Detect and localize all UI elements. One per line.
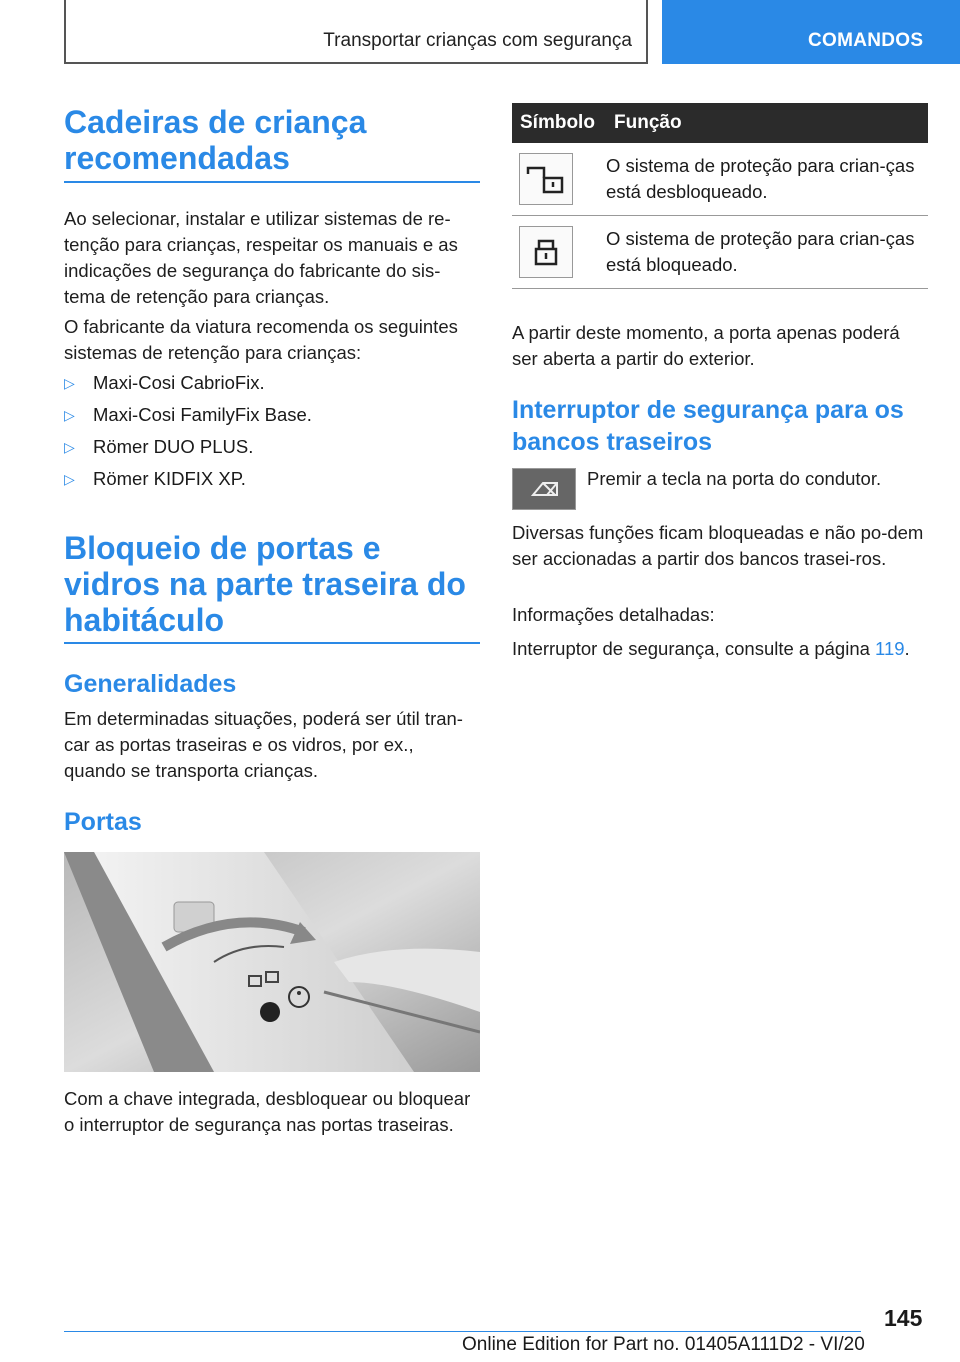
- list-item-text: Römer DUO PLUS.: [93, 436, 254, 457]
- column-header-function: Função: [606, 103, 928, 143]
- paragraph-generalidades: Em determinadas situações, poderá ser útil tran-car as portas traseiras e os vidros, por ex., quando se transporta crianças.: [64, 708, 463, 781]
- header-chapter-label: COMANDOS: [808, 30, 924, 51]
- paragraph-info: Informações detalhadas:: [512, 604, 715, 625]
- table-cell-function: O sistema de proteção para crian-ças está desbloqueado.: [606, 143, 928, 216]
- footer-rule: [64, 1331, 861, 1332]
- heading-rule: [64, 181, 480, 183]
- symbol-table: [512, 103, 928, 289]
- locked-icon: [519, 226, 573, 278]
- header-chapter-tab[interactable]: [662, 0, 960, 64]
- reference-text: Interruptor de segurança, consulte a página: [512, 638, 876, 659]
- page-reference-link[interactable]: 119: [875, 638, 905, 659]
- paragraph-cadeiras-1: Ao selecionar, instalar e utilizar sistemas de re-tenção para crianças, respeitar os manuais e as indicações de segurança do fabricante do sis-tema de retenção para crianças.: [64, 208, 458, 307]
- heading-portas: Portas: [64, 808, 142, 836]
- header-section-box: [64, 0, 648, 64]
- door-child-lock-photo: [64, 852, 480, 1072]
- heading-generalidades: Generalidades: [64, 670, 237, 698]
- table-header-row: [512, 103, 928, 143]
- triangle-bullet-icon: ▷: [64, 375, 75, 391]
- heading-interruptor: Interruptor de segurança para os bancos traseiros: [512, 396, 904, 456]
- heading-cadeiras: Cadeiras de criança recomendadas: [64, 104, 367, 176]
- page-number: 145: [884, 1305, 923, 1331]
- unlocked-icon: [519, 153, 573, 205]
- triangle-bullet-icon: ▷: [64, 439, 75, 455]
- list-item-text: Maxi-Cosi FamilyFix Base.: [93, 404, 312, 425]
- list-item-text: Maxi-Cosi CabrioFix.: [93, 372, 265, 393]
- reference-period: .: [904, 638, 910, 659]
- paragraph-cadeiras-2: O fabricante da viatura recomenda os seguintes sistemas de retenção para crianças:: [64, 316, 458, 363]
- heading-bloqueio: Bloqueio de portas e vidros na parte traseira do habitáculo: [64, 530, 466, 638]
- paragraph-interruptor-ref: [512, 636, 928, 662]
- paragraph-portas: Com a chave integrada, desbloquear ou bloquear o interruptor de segurança nas portas traseiras.: [64, 1088, 471, 1135]
- heading-rule: [64, 642, 480, 644]
- triangle-bullet-icon: ▷: [64, 471, 75, 487]
- footer-edition: Online Edition for Part no. 01405A111D2 - VI/20: [462, 1334, 865, 1355]
- header-section-title: Transportar crianças com segurança: [323, 30, 632, 51]
- list-item-text: Römer KIDFIX XP.: [93, 468, 246, 489]
- table-row: [512, 143, 928, 216]
- column-header-symbol: Símbolo: [512, 103, 606, 143]
- paragraph-premir: Premir a tecla na porta do condutor.: [587, 468, 882, 489]
- triangle-bullet-icon: ▷: [64, 407, 75, 423]
- child-safety-switch-icon: [512, 468, 576, 510]
- table-cell-function: O sistema de proteção para crian-ças está bloqueado.: [606, 216, 928, 289]
- paragraph-apartir: A partir deste momento, a porta apenas poderá ser aberta a partir do exterior.: [512, 322, 900, 369]
- table-row: [512, 216, 928, 289]
- paragraph-diversas: Diversas funções ficam bloqueadas e não po-dem ser accionadas a partir dos bancos trasei-ros.: [512, 522, 924, 569]
